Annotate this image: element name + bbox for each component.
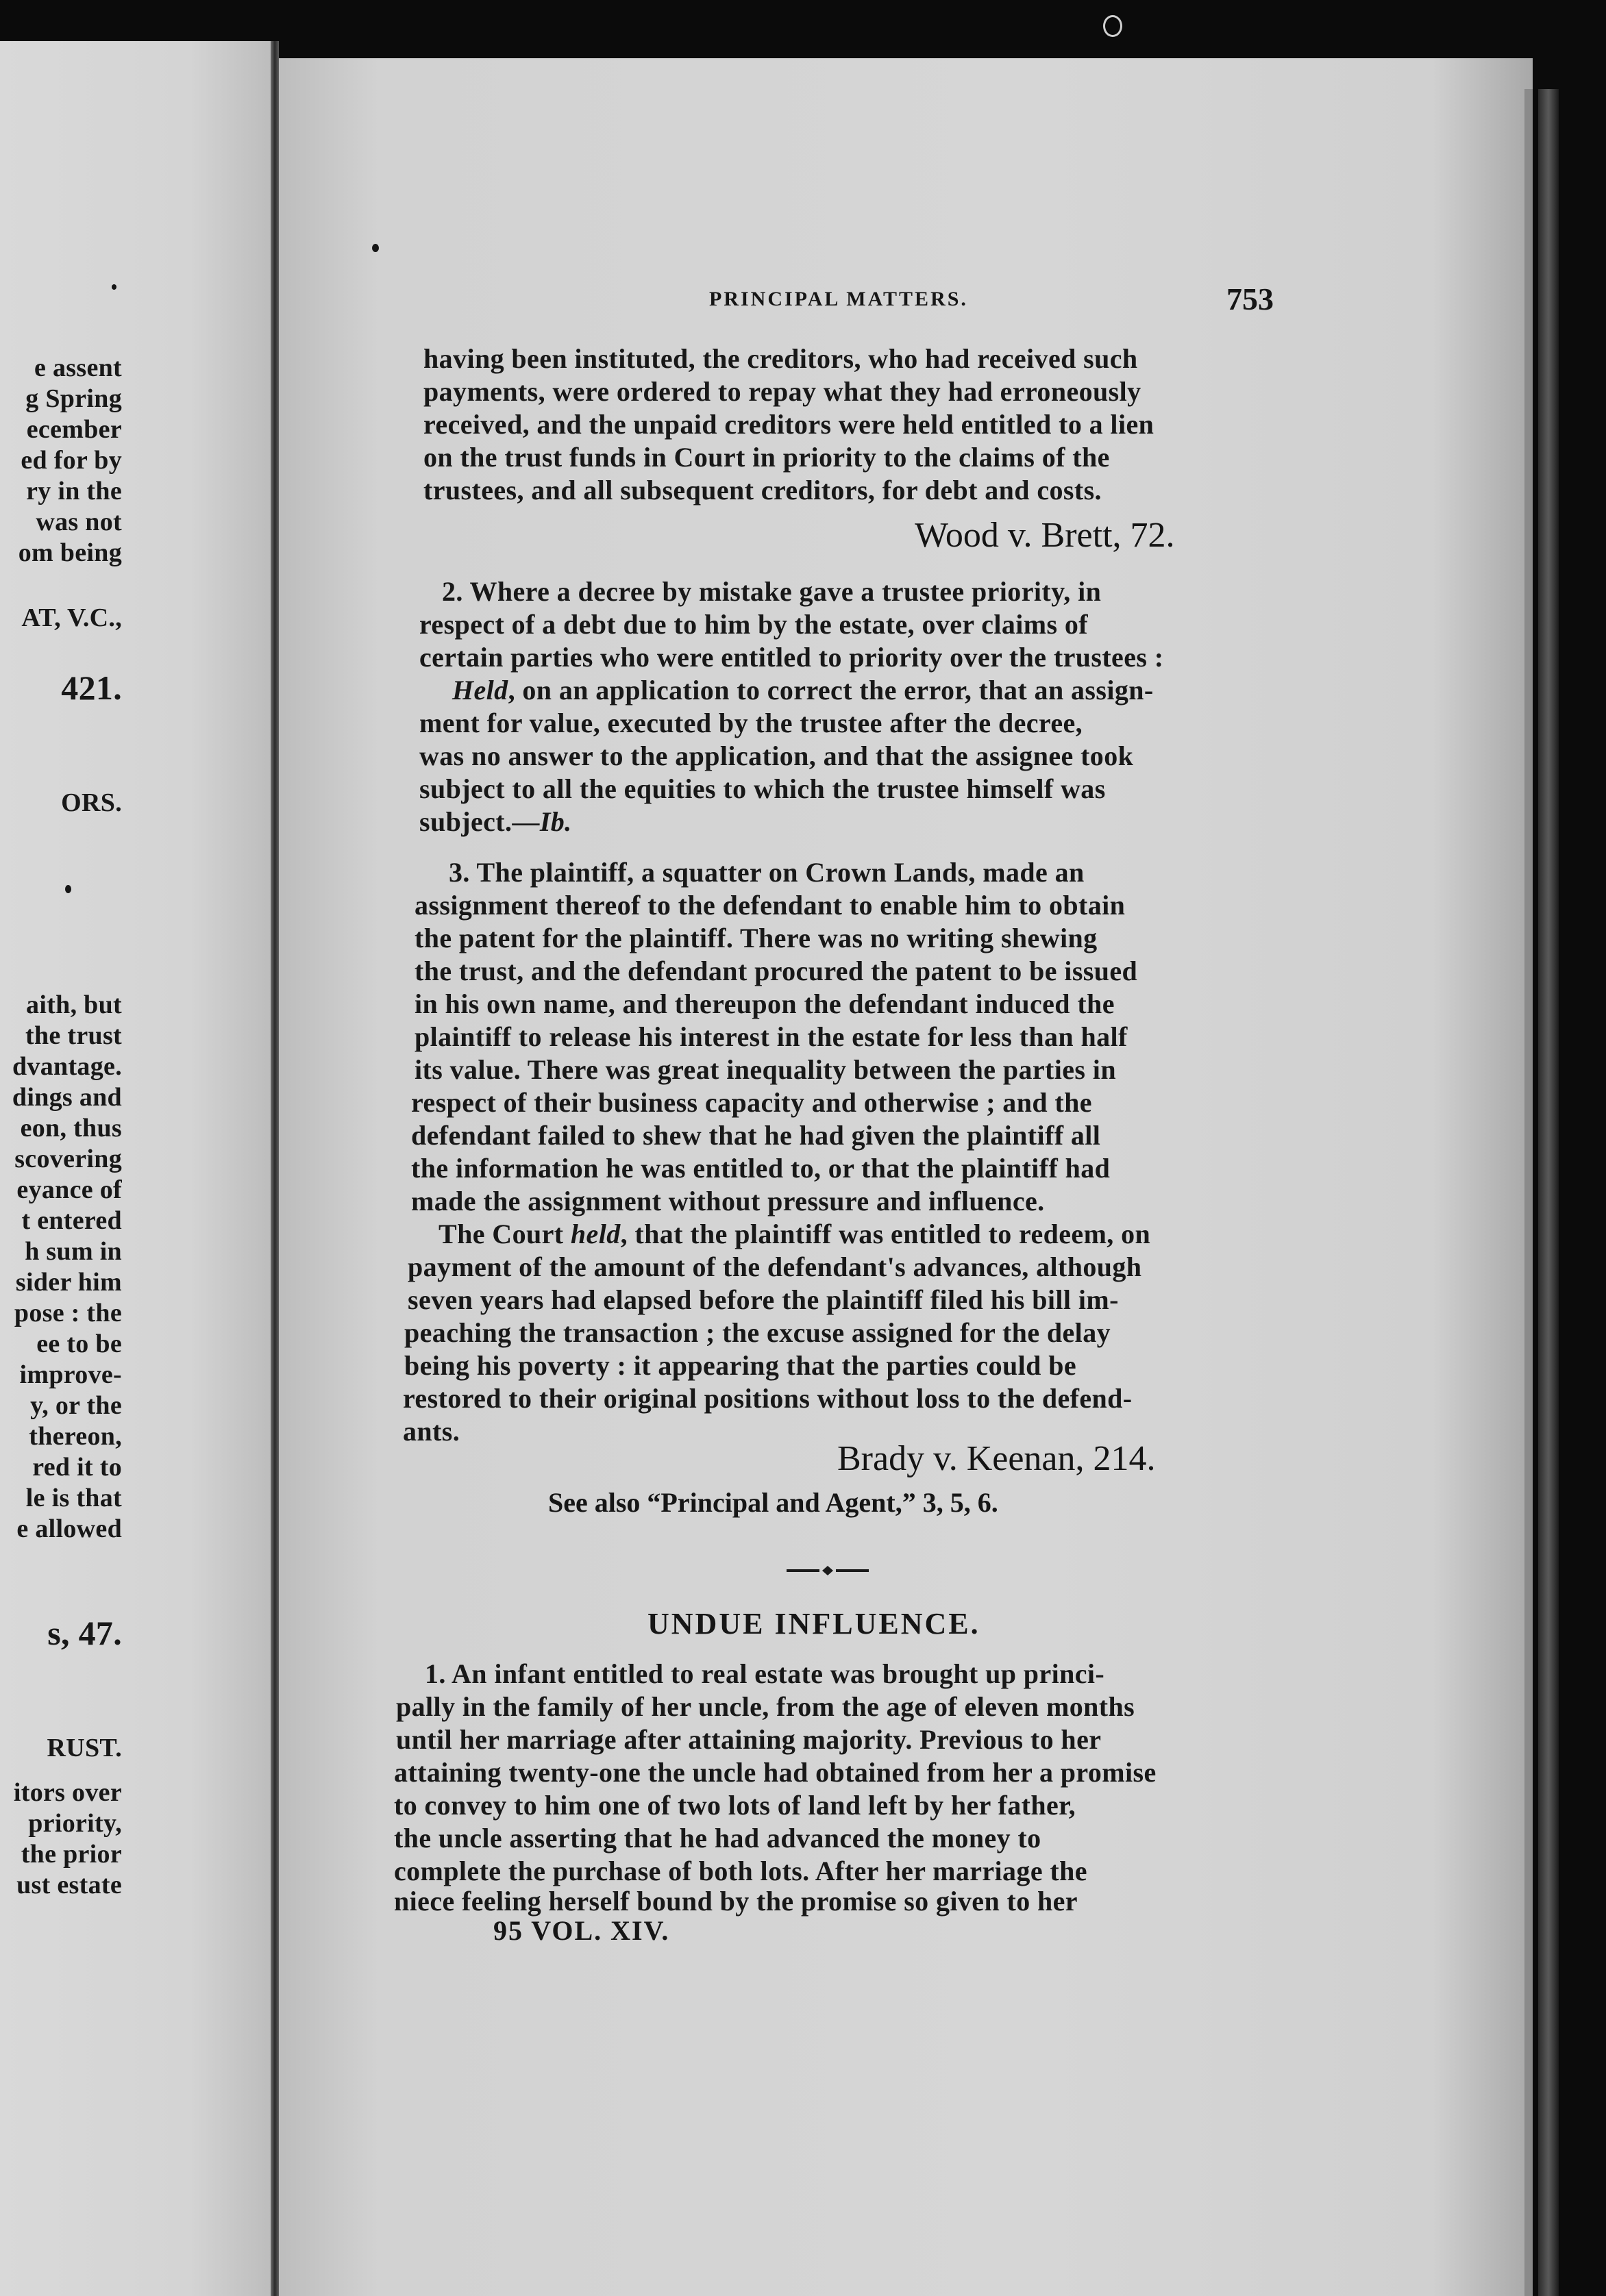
text-line: The Court held, that the plaintiff was entitled to redeem, on [438, 1219, 1151, 1249]
left-case-ref: 421. [61, 669, 122, 707]
left-line: ed for by [21, 446, 122, 475]
left-line: e allowed [16, 1514, 122, 1543]
text-line: seven years had elapsed before the plaintiff filed his bill im- [408, 1284, 1119, 1315]
text-line: subject.—Ib. [419, 806, 572, 837]
left-line: priority, [28, 1809, 122, 1838]
text-line: was no answer to the application, and that the assignee took [419, 740, 1134, 771]
text-line: being his poverty : it appearing that the parties could be [404, 1350, 1076, 1381]
text-line: certain parties who were entitled to priority over the trustees : [419, 642, 1164, 673]
left-line: the prior [21, 1840, 122, 1869]
left-line: scovering [14, 1145, 122, 1173]
text-line: in his own name, and thereupon the defendant induced the [415, 988, 1115, 1019]
text-line: until her marriage after attaining majority. Previous to her [396, 1724, 1102, 1755]
text-line: attaining twenty-one the uncle had obtained from her a promise [394, 1757, 1157, 1788]
book-edge [1538, 89, 1559, 2296]
left-line: ust estate [16, 1871, 122, 1899]
left-line: red it to [32, 1453, 122, 1482]
left-line: itors over [13, 1778, 122, 1807]
text-line: respect of their business capacity and otherwise ; and the [411, 1087, 1092, 1118]
left-heading: RUST. [47, 1734, 122, 1762]
left-line: om being [18, 538, 122, 567]
left-line: eyance of [16, 1175, 122, 1204]
left-line: ry in the [26, 477, 122, 506]
text-line: 1. An infant entitled to real estate was brought up princi- [425, 1658, 1105, 1689]
left-line: dings and [12, 1083, 122, 1112]
left-heading: ORS. [61, 788, 122, 817]
case-citation: Brady v. Keenan, 214. [837, 1439, 1156, 1478]
text-line: Held, on an application to correct the error, that an assign- [452, 675, 1154, 706]
text-line: peaching the transaction ; the excuse assigned for the delay [404, 1317, 1111, 1348]
running-title: PRINCIPAL MATTERS. [709, 288, 968, 310]
ink-dot [65, 885, 71, 893]
page-edge [1524, 89, 1533, 2296]
left-line: t entered [21, 1206, 122, 1235]
text-line: on the trust funds in Court in priority to the claims of the [423, 442, 1110, 473]
text-line: to convey to him one of two lots of land left by her father, [394, 1790, 1076, 1821]
ink-dot [112, 284, 116, 290]
left-line: ee to be [36, 1330, 122, 1358]
text-line: trustees, and all subsequent creditors, for debt and costs. [423, 475, 1102, 506]
page-number: 753 [1226, 282, 1274, 316]
case-citation: Wood v. Brett, 72. [915, 516, 1175, 555]
scan-mark [1103, 15, 1122, 37]
left-line: thereon, [29, 1422, 122, 1451]
text-line: 2. Where a decree by mistake gave a trustee priority, in [442, 576, 1102, 607]
text-line: niece feeling herself bound by the promise so given to her [394, 1886, 1078, 1917]
text-line: the uncle asserting that he had advanced the money to [394, 1823, 1041, 1854]
text-line: respect of a debt due to him by the estate, over claims of [419, 609, 1089, 640]
left-line: the trust [25, 1021, 122, 1050]
cross-reference: See also “Principal and Agent,” 3, 5, 6. [548, 1487, 998, 1518]
signature-mark: 95 VOL. XIV. [493, 1915, 670, 1946]
left-line: AT, V.C., [21, 603, 122, 632]
text-line: made the assignment without pressure and influence. [411, 1186, 1045, 1216]
text-line: payment of the amount of the defendant's advances, although [408, 1251, 1142, 1282]
left-line: pose : the [14, 1299, 122, 1327]
book-gutter [271, 41, 279, 2296]
text-line: 3. The plaintiff, a squatter on Crown Lands, made an [449, 857, 1085, 888]
text-line: payments, were ordered to repay what they had erroneously [423, 376, 1141, 407]
left-line: improve- [19, 1360, 122, 1389]
text-line: the information he was entitled to, or that the plaintiff had [411, 1153, 1111, 1184]
text-line: its value. There was great inequality between the parties in [415, 1054, 1116, 1085]
divider-ornament [787, 1564, 869, 1577]
text-line: assignment thereof to the defendant to enable him to obtain [415, 890, 1126, 921]
left-line: aith, but [26, 990, 122, 1019]
ink-dot [372, 244, 379, 252]
text-line: complete the purchase of both lots. After her marriage the [394, 1856, 1087, 1886]
left-line: ecember [26, 415, 122, 444]
text-line: having been instituted, the creditors, who had received such [423, 343, 1138, 374]
left-line: h sum in [25, 1237, 122, 1266]
section-heading: UNDUE INFLUENCE. [647, 1607, 980, 1640]
text-line: the patent for the plaintiff. There was no writing shewing [415, 923, 1098, 953]
text-line: received, and the unpaid creditors were held entitled to a lien [423, 409, 1154, 440]
left-line: g Spring [25, 384, 122, 413]
text-line: subject to all the equities to which the trustee himself was [419, 773, 1106, 804]
left-line: was not [36, 508, 122, 536]
left-line: eon, thus [20, 1114, 122, 1143]
left-line: sider him [15, 1268, 122, 1297]
text-line: ment for value, executed by the trustee after the decree, [419, 708, 1083, 738]
text-line: the trust, and the defendant procured the patent to be issued [415, 956, 1138, 986]
left-line: e assent [34, 353, 122, 382]
text-line: plaintiff to release his interest in the estate for less than half [415, 1021, 1128, 1052]
text-line: defendant failed to shew that he had given the plaintiff all [411, 1120, 1101, 1151]
left-line: le is that [25, 1484, 122, 1512]
left-case-ref: s, 47. [47, 1614, 122, 1652]
left-line: y, or the [30, 1391, 122, 1420]
text-line: restored to their original positions without loss to the defend- [403, 1383, 1133, 1414]
text-line: ants. [403, 1416, 460, 1447]
left-line: dvantage. [12, 1052, 122, 1081]
text-line: pally in the family of her uncle, from the age of eleven months [396, 1691, 1135, 1722]
